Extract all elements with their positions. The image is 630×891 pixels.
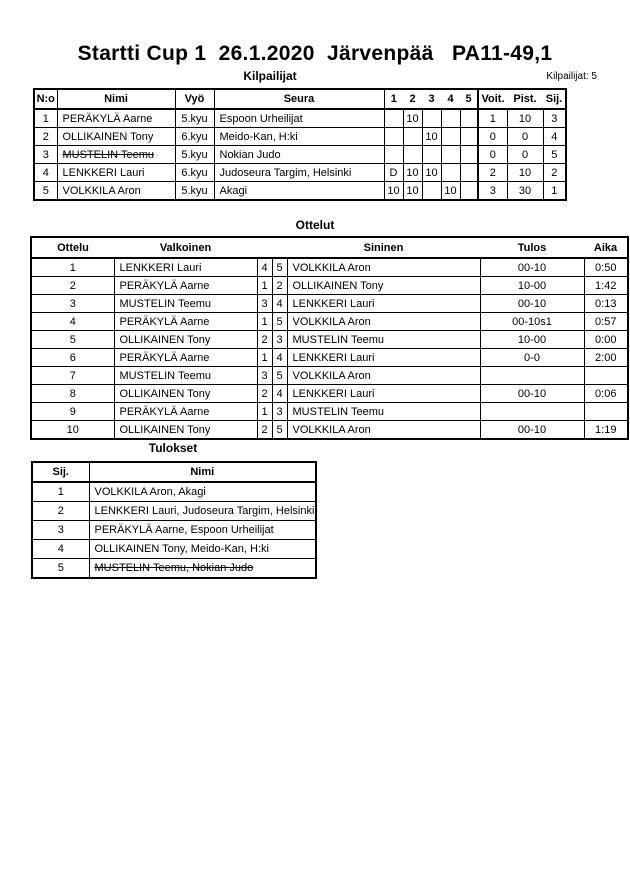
cell-white-name: PERÄKYLÄ Aarne xyxy=(114,403,257,421)
cell-club: Nokian Judo xyxy=(214,146,384,164)
cell-result-vs-3 xyxy=(422,182,441,201)
header-name: Nimi xyxy=(89,462,316,482)
page-title: Startti Cup 1 26.1.2020 Järvenpää PA11-49,1 xyxy=(77,42,553,65)
cell-blue-name: MUSTELIN Teemu xyxy=(287,331,480,349)
result-row xyxy=(32,502,316,521)
cell-match-time: 0:57 xyxy=(584,313,628,331)
cell-belt: 5.kyu xyxy=(175,109,214,128)
cell-blue-number: 5 xyxy=(272,367,287,385)
cell-result-vs-2 xyxy=(403,128,422,146)
match-row xyxy=(31,421,628,440)
cell-match-result: 10-00 xyxy=(480,331,584,349)
cell-points: 30 xyxy=(507,182,543,201)
cell-match-result xyxy=(480,403,584,421)
cell-final-place: 1 xyxy=(32,482,89,502)
cell-match-time: 2:00 xyxy=(584,349,628,367)
cell-belt: 6.kyu xyxy=(175,128,214,146)
cell-result-vs-2: 10 xyxy=(403,109,422,128)
cell-match-time: 1:19 xyxy=(584,421,628,440)
competitors-table xyxy=(33,88,567,201)
cell-wins: 0 xyxy=(478,146,507,164)
cell-match-result xyxy=(480,367,584,385)
cell-blue-number: 5 xyxy=(272,313,287,331)
cell-blue-number: 4 xyxy=(272,295,287,313)
cell-competitor-name: PERÄKYLÄ Aarne xyxy=(57,109,175,128)
cell-competitor-name: LENKKERI Lauri xyxy=(57,164,175,182)
competitors-section-title: Kilpailijat xyxy=(243,69,297,83)
header-grid-3: 3 xyxy=(422,89,441,109)
cell-club: Judoseura Targim, Helsinki xyxy=(214,164,384,182)
cell-white-number: 3 xyxy=(257,367,272,385)
result-row xyxy=(32,521,316,540)
cell-white-number: 1 xyxy=(257,403,272,421)
cell-final-name: PERÄKYLÄ Aarne, Espoon Urheilijat xyxy=(89,521,316,540)
header-place: Sij. xyxy=(543,89,566,109)
cell-white-name: OLLIKAINEN Tony xyxy=(114,421,257,440)
cell-blue-name: OLLIKAINEN Tony xyxy=(287,277,480,295)
cell-result-vs-5 xyxy=(460,146,478,164)
cell-match-time: 0:13 xyxy=(584,295,628,313)
cell-result-vs-1: D xyxy=(384,164,403,182)
cell-place: 2 xyxy=(543,164,566,182)
cell-wins: 2 xyxy=(478,164,507,182)
cell-match-time: 0:00 xyxy=(584,331,628,349)
cell-final-name: VOLKKILA Aron, Akagi xyxy=(89,482,316,502)
cell-match-number: 6 xyxy=(31,349,114,367)
cell-points: 0 xyxy=(507,146,543,164)
header-match-number: Ottelu xyxy=(31,237,114,258)
cell-result-vs-2: 10 xyxy=(403,164,422,182)
cell-final-name: OLLIKAINEN Tony, Meido-Kan, H:ki xyxy=(89,540,316,559)
cell-result-vs-5 xyxy=(460,109,478,128)
matches-table xyxy=(30,236,629,440)
cell-result-vs-1: 10 xyxy=(384,182,403,201)
cell-wins: 0 xyxy=(478,128,507,146)
competitors-header-row xyxy=(34,89,566,109)
cell-match-result: 10-00 xyxy=(480,277,584,295)
header-points: Pist. xyxy=(507,89,543,109)
cell-result-vs-2 xyxy=(403,146,422,164)
cell-place: 1 xyxy=(543,182,566,201)
cell-white-number: 2 xyxy=(257,421,272,440)
match-row xyxy=(31,313,628,331)
match-row xyxy=(31,258,628,277)
header-wins: Voit. xyxy=(478,89,507,109)
cell-final-place: 4 xyxy=(32,540,89,559)
cell-result-vs-5 xyxy=(460,164,478,182)
competitor-row xyxy=(34,182,566,201)
cell-match-number: 10 xyxy=(31,421,114,440)
cell-club: Meido-Kan, H:ki xyxy=(214,128,384,146)
cell-club: Espoon Urheilijat xyxy=(214,109,384,128)
cell-blue-name: LENKKERI Lauri xyxy=(287,295,480,313)
cell-match-result: 00-10 xyxy=(480,421,584,440)
cell-belt: 5.kyu xyxy=(175,146,214,164)
match-row xyxy=(31,331,628,349)
cell-competitor-number: 2 xyxy=(34,128,57,146)
cell-match-time: 1:42 xyxy=(584,277,628,295)
header-grid-2: 2 xyxy=(403,89,422,109)
cell-belt: 5.kyu xyxy=(175,182,214,201)
competitor-row xyxy=(34,128,566,146)
cell-match-result: 0-0 xyxy=(480,349,584,367)
cell-blue-number: 5 xyxy=(272,258,287,277)
cell-white-number: 4 xyxy=(257,258,272,277)
cell-match-time: 0:50 xyxy=(584,258,628,277)
results-table xyxy=(31,461,317,579)
header-white-number xyxy=(257,237,272,258)
results-section-title: Tulokset xyxy=(148,441,198,455)
cell-competitor-name: VOLKKILA Aron xyxy=(57,182,175,201)
cell-blue-number: 2 xyxy=(272,277,287,295)
cell-final-place: 5 xyxy=(32,559,89,579)
match-row xyxy=(31,403,628,421)
cell-match-number: 4 xyxy=(31,313,114,331)
header-time: Aika xyxy=(584,237,628,258)
header-grid-1: 1 xyxy=(384,89,403,109)
cell-result-vs-3 xyxy=(422,146,441,164)
cell-blue-name: VOLKKILA Aron xyxy=(287,367,480,385)
cell-result-vs-3: 10 xyxy=(422,164,441,182)
cell-match-number: 7 xyxy=(31,367,114,385)
header-blue-number xyxy=(272,237,287,258)
cell-blue-number: 3 xyxy=(272,403,287,421)
competitor-row xyxy=(34,146,566,164)
cell-white-number: 3 xyxy=(257,295,272,313)
cell-competitor-number: 5 xyxy=(34,182,57,201)
cell-belt: 6.kyu xyxy=(175,164,214,182)
cell-white-name: PERÄKYLÄ Aarne xyxy=(114,313,257,331)
header-grid-4: 4 xyxy=(441,89,460,109)
cell-competitor-number: 3 xyxy=(34,146,57,164)
cell-place: 3 xyxy=(543,109,566,128)
cell-result-vs-5 xyxy=(460,128,478,146)
header-club: Seura xyxy=(214,89,384,109)
result-row xyxy=(32,482,316,502)
cell-blue-number: 4 xyxy=(272,349,287,367)
cell-wins: 1 xyxy=(478,109,507,128)
cell-result-vs-2: 10 xyxy=(403,182,422,201)
cell-match-time xyxy=(584,403,628,421)
cell-white-number: 2 xyxy=(257,331,272,349)
header-white: Valkoinen xyxy=(114,237,257,258)
cell-final-name: LENKKERI Lauri, Judoseura Targim, Helsinki xyxy=(89,502,316,521)
cell-final-place: 3 xyxy=(32,521,89,540)
cell-blue-number: 3 xyxy=(272,331,287,349)
cell-points: 10 xyxy=(507,164,543,182)
cell-wins: 3 xyxy=(478,182,507,201)
match-row xyxy=(31,385,628,403)
cell-white-number: 2 xyxy=(257,385,272,403)
cell-white-name: MUSTELIN Teemu xyxy=(114,295,257,313)
match-row xyxy=(31,295,628,313)
cell-final-place: 2 xyxy=(32,502,89,521)
cell-match-result: 00-10s1 xyxy=(480,313,584,331)
cell-points: 10 xyxy=(507,109,543,128)
cell-blue-name: VOLKKILA Aron xyxy=(287,258,480,277)
header-name: Nimi xyxy=(57,89,175,109)
cell-match-number: 1 xyxy=(31,258,114,277)
cell-competitor-number: 1 xyxy=(34,109,57,128)
cell-blue-name: MUSTELIN Teemu xyxy=(287,403,480,421)
match-row xyxy=(31,367,628,385)
cell-competitor-number: 4 xyxy=(34,164,57,182)
competitors-count-label: Kilpailijat: 5 xyxy=(546,71,597,82)
cell-white-name: OLLIKAINEN Tony xyxy=(114,385,257,403)
cell-result-vs-5 xyxy=(460,182,478,201)
cell-match-result: 00-10 xyxy=(480,385,584,403)
competitor-row xyxy=(34,109,566,128)
match-row xyxy=(31,277,628,295)
cell-club: Akagi xyxy=(214,182,384,201)
cell-white-name: PERÄKYLÄ Aarne xyxy=(114,277,257,295)
cell-result-vs-1 xyxy=(384,128,403,146)
cell-final-name: MUSTELIN Teemu, Nokian Judo xyxy=(89,559,316,579)
matches-header-row xyxy=(31,237,628,258)
competitor-row xyxy=(34,164,566,182)
result-row xyxy=(32,559,316,579)
cell-match-time: 0:06 xyxy=(584,385,628,403)
result-row xyxy=(32,540,316,559)
results-header-row xyxy=(32,462,316,482)
cell-match-time xyxy=(584,367,628,385)
cell-competitor-name: OLLIKAINEN Tony xyxy=(57,128,175,146)
header-belt: Vyö xyxy=(175,89,214,109)
matches-section-title: Ottelut xyxy=(295,218,335,232)
cell-white-name: MUSTELIN Teemu xyxy=(114,367,257,385)
cell-white-number: 1 xyxy=(257,277,272,295)
cell-blue-number: 4 xyxy=(272,385,287,403)
header-blue: Sininen xyxy=(287,237,480,258)
header-grid-5: 5 xyxy=(460,89,478,109)
cell-match-number: 8 xyxy=(31,385,114,403)
cell-result-vs-1 xyxy=(384,109,403,128)
cell-result-vs-3 xyxy=(422,109,441,128)
cell-match-number: 9 xyxy=(31,403,114,421)
cell-white-number: 1 xyxy=(257,313,272,331)
cell-blue-number: 5 xyxy=(272,421,287,440)
cell-match-result: 00-10 xyxy=(480,295,584,313)
cell-blue-name: VOLKKILA Aron xyxy=(287,313,480,331)
cell-match-number: 3 xyxy=(31,295,114,313)
cell-white-name: OLLIKAINEN Tony xyxy=(114,331,257,349)
header-result: Tulos xyxy=(480,237,584,258)
cell-result-vs-4 xyxy=(441,164,460,182)
match-row xyxy=(31,349,628,367)
cell-white-number: 1 xyxy=(257,349,272,367)
cell-blue-name: LENKKERI Lauri xyxy=(287,349,480,367)
cell-match-result: 00-10 xyxy=(480,258,584,277)
cell-result-vs-1 xyxy=(384,146,403,164)
cell-result-vs-3: 10 xyxy=(422,128,441,146)
cell-match-number: 2 xyxy=(31,277,114,295)
cell-blue-name: VOLKKILA Aron xyxy=(287,421,480,440)
cell-result-vs-4 xyxy=(441,109,460,128)
cell-white-name: PERÄKYLÄ Aarne xyxy=(114,349,257,367)
cell-result-vs-4 xyxy=(441,128,460,146)
header-number: N:o xyxy=(34,89,57,109)
cell-blue-name: LENKKERI Lauri xyxy=(287,385,480,403)
cell-match-number: 5 xyxy=(31,331,114,349)
cell-place: 4 xyxy=(543,128,566,146)
cell-points: 0 xyxy=(507,128,543,146)
cell-white-name: LENKKERI Lauri xyxy=(114,258,257,277)
cell-place: 5 xyxy=(543,146,566,164)
cell-result-vs-4: 10 xyxy=(441,182,460,201)
header-place: Sij. xyxy=(32,462,89,482)
cell-competitor-name: MUSTELIN Teemu xyxy=(57,146,175,164)
cell-result-vs-4 xyxy=(441,146,460,164)
